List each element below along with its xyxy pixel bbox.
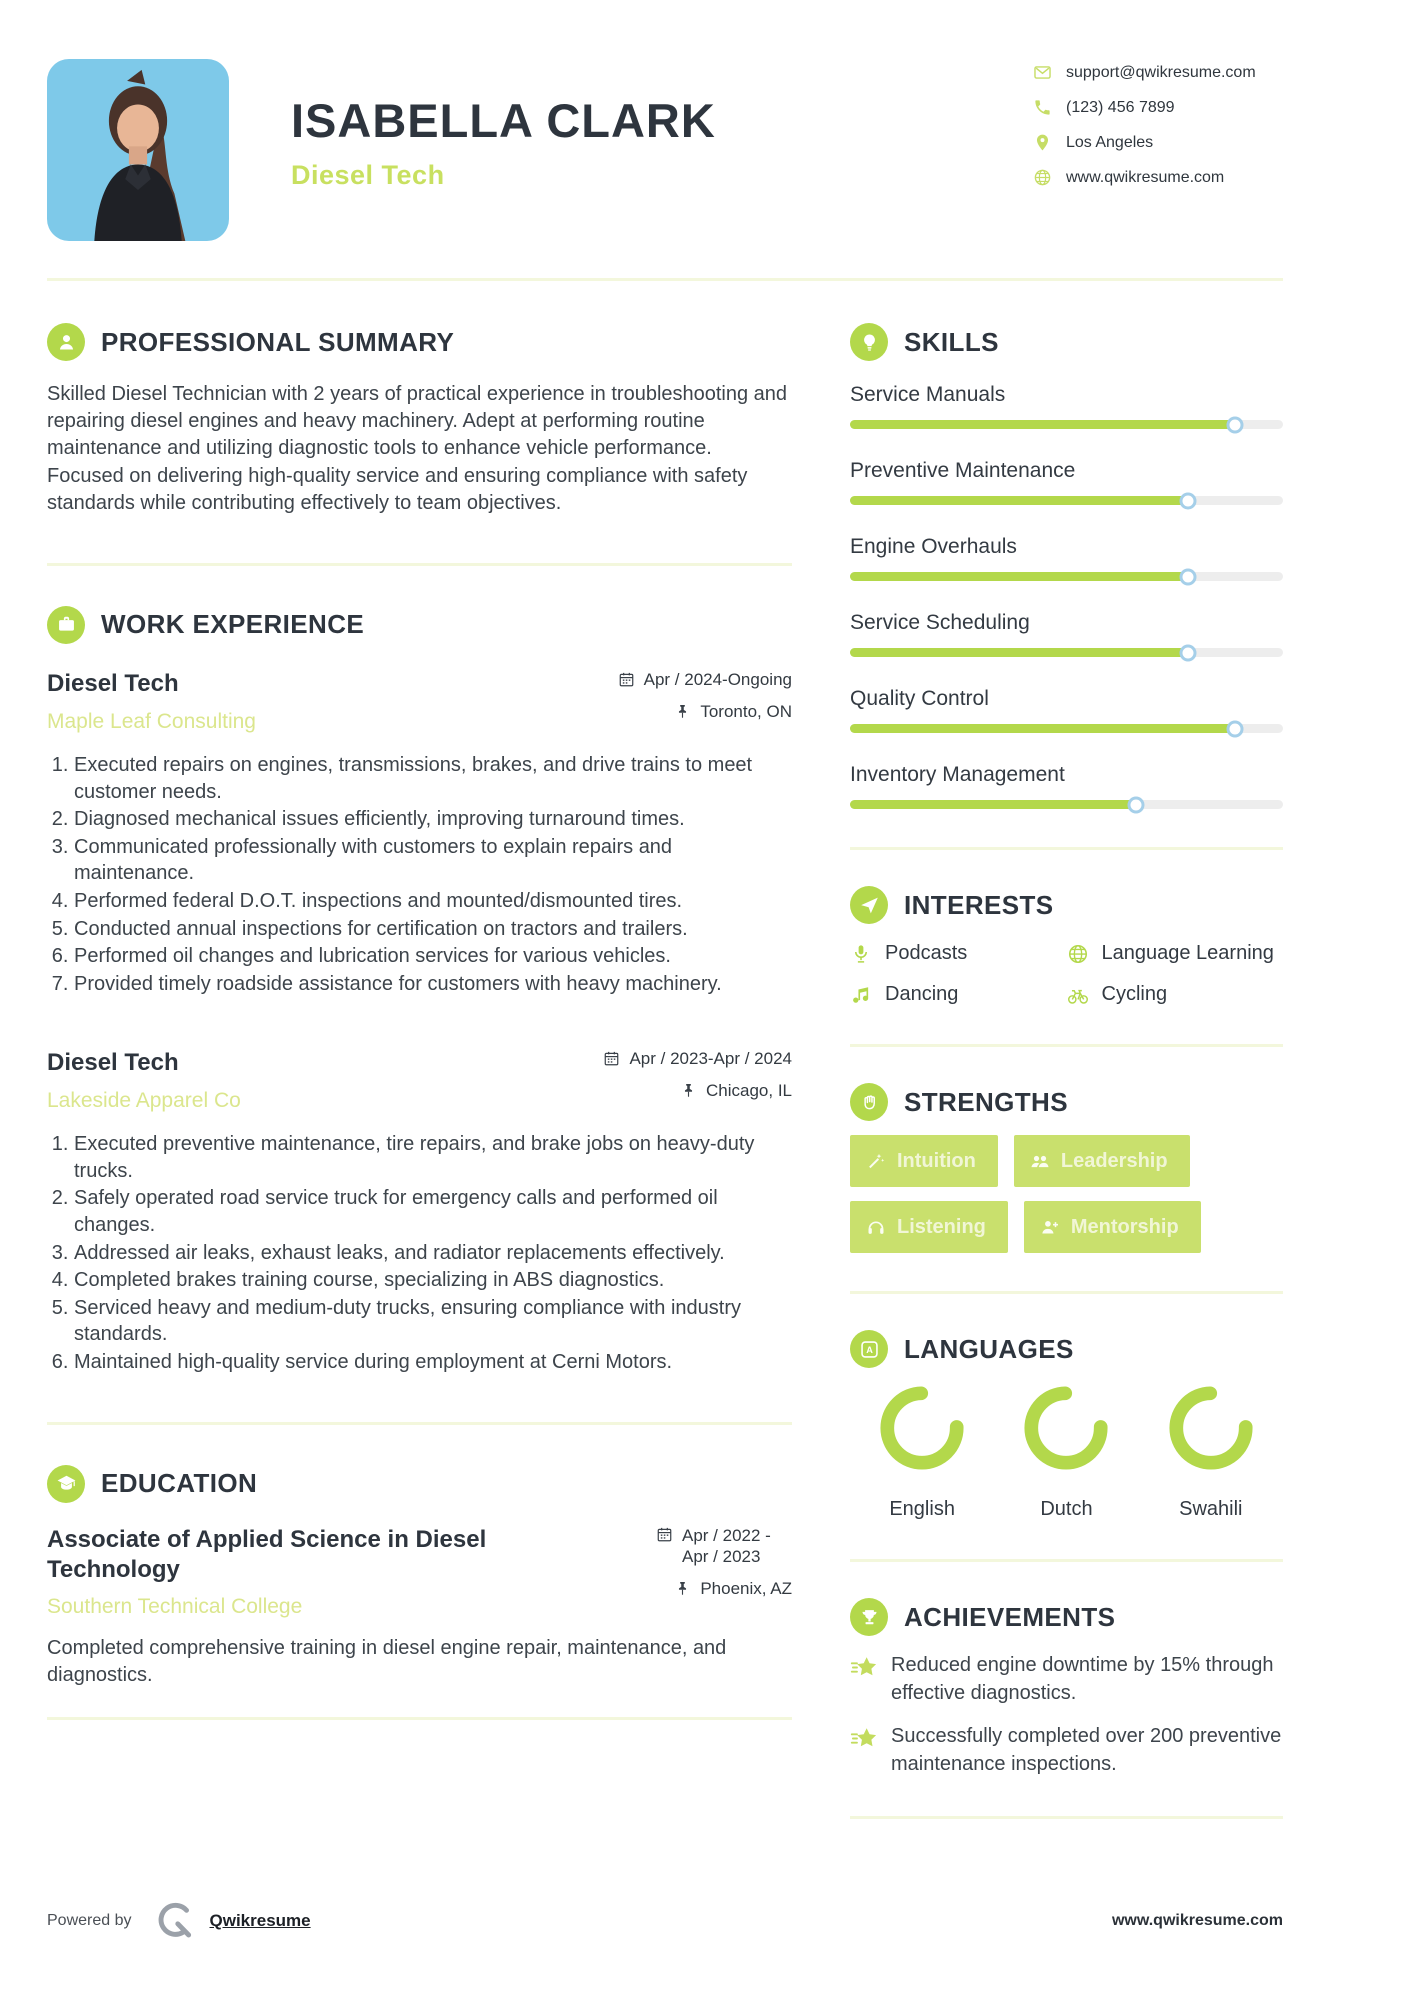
job-bullet: 5. Conducted annual inspections for certification on tractors and trailers. — [74, 916, 792, 943]
jobs-list — [47, 670, 792, 1376]
interest-label: Podcasts — [885, 942, 968, 964]
job-dates-row — [603, 1049, 792, 1069]
language-progress-ring — [1022, 1384, 1110, 1472]
education-dates: Apr / 2022 - Apr / 2023 — [682, 1525, 771, 1566]
job-location-row — [618, 702, 792, 722]
education-location-row — [656, 1579, 792, 1599]
job-meta — [603, 1049, 792, 1113]
achievement-item — [850, 1652, 1283, 1707]
header — [47, 0, 1283, 241]
skill-slider — [850, 420, 1283, 429]
bicycle-icon — [1067, 984, 1089, 1006]
svg-text:A: A — [865, 1344, 873, 1355]
skill-row — [850, 763, 1283, 809]
skill-slider — [850, 648, 1283, 657]
section-achievements — [850, 1598, 1283, 1636]
contact-text: www.qwikresume.com — [1066, 168, 1225, 186]
education-dates-row — [656, 1525, 792, 1568]
job-dates: Apr / 2023-Apr / 2024 — [629, 1049, 792, 1069]
section-divider — [850, 1816, 1283, 1819]
contact-row — [1033, 133, 1283, 152]
contact-text: Los Angeles — [1066, 133, 1154, 151]
interest-item — [850, 983, 1067, 1006]
job-bullet: 6. Performed oil changes and lubrication services for various vehicles. — [74, 943, 792, 970]
job-location: Chicago, IL — [706, 1081, 792, 1101]
summary-text: Skilled Diesel Technician with 2 years of practical experience in troubleshooting and repairing diesel engines and heavy machinery. Adept at performing routine maintenance and utilizing diagnostic tools to enhance vehicle performance. Focused on delivering high-quality service and ensuring compliance with safety standards while contributing effectively to team objectives. — [47, 383, 788, 514]
language-item — [878, 1384, 966, 1521]
person-title: Diesel Tech — [291, 160, 445, 190]
section-skills — [850, 323, 1283, 361]
identity — [291, 93, 716, 241]
interest-label: Language Learning — [1101, 942, 1274, 964]
calendar-icon — [656, 1526, 673, 1543]
qwikresume-link[interactable]: Qwikresume — [209, 1911, 311, 1930]
fist-icon — [850, 1083, 888, 1121]
headphones-icon — [866, 1217, 886, 1237]
section-title: WORK EXPERIENCE — [101, 609, 365, 640]
skill-row — [850, 687, 1283, 733]
contact-row — [1033, 63, 1283, 82]
achievement-text: Successfully completed over 200 preventive maintenance inspections. — [891, 1725, 1282, 1775]
wand-icon — [866, 1151, 886, 1171]
calendar-icon — [603, 1050, 620, 1067]
job-bullet: 1. Executed preventive maintenance, tire repairs, and brake jobs on heavy-duty trucks. — [74, 1131, 792, 1184]
language-label: Swahili — [1179, 1498, 1243, 1520]
strength-label: Intuition — [897, 1149, 976, 1172]
strength-label: Mentorship — [1070, 1215, 1179, 1238]
job-bullet: 4. Completed brakes training course, specializing in ABS diagnostics. — [74, 1267, 792, 1294]
skill-label: Service Scheduling — [850, 611, 1030, 634]
strength-pill — [1024, 1201, 1201, 1253]
section-title: PROFESSIONAL SUMMARY — [101, 326, 455, 357]
location-icon — [1033, 133, 1052, 152]
skill-label: Quality Control — [850, 687, 989, 710]
achievement-item — [850, 1723, 1283, 1778]
contact-text: support@qwikresume.com — [1066, 63, 1256, 81]
job-bullets — [47, 752, 792, 997]
section-strengths — [850, 1083, 1283, 1121]
languages-list — [850, 1384, 1283, 1521]
company-name: Lakeside Apparel Co — [47, 1089, 241, 1113]
users-icon — [1030, 1151, 1050, 1171]
skill-row — [850, 611, 1283, 657]
star-icon — [850, 1654, 877, 1681]
section-work-experience — [47, 606, 792, 644]
translate-icon — [850, 1330, 888, 1368]
job-bullet: 1. Executed repairs on engines, transmissions, brakes, and drive trains to meet customer needs. — [74, 752, 792, 805]
right-column — [850, 281, 1283, 1819]
degree-name: Associate of Applied Science in Diesel Technology — [47, 1525, 487, 1583]
pushpin-icon — [680, 1082, 697, 1099]
job-meta — [618, 670, 792, 734]
globe-icon — [1033, 168, 1052, 187]
powered-by-label: Powered by — [47, 1912, 132, 1929]
interest-label: Cycling — [1101, 983, 1168, 1005]
job-dates: Apr / 2024-Ongoing — [643, 669, 792, 689]
skill-label: Engine Overhauls — [850, 535, 1017, 558]
section-title: LANGUAGES — [904, 1333, 1074, 1364]
strength-pill — [1014, 1135, 1190, 1187]
job-bullet: 2. Diagnosed mechanical issues efficiently, improving turnaround times. — [74, 806, 792, 833]
section-interests — [850, 886, 1283, 924]
contact-text: (123) 456 7899 — [1066, 98, 1175, 116]
skill-slider-handle — [1179, 644, 1196, 661]
section-education — [47, 1465, 792, 1503]
footer — [47, 1900, 1283, 1942]
profile-photo — [47, 59, 229, 241]
music-note-icon — [850, 984, 872, 1006]
strength-pill — [850, 1201, 1008, 1253]
section-divider — [850, 847, 1283, 850]
section-professional-summary — [47, 323, 792, 361]
section-title: INTERESTS — [904, 889, 1054, 920]
phone-icon — [1033, 98, 1052, 117]
star-icon — [850, 1725, 877, 1752]
person-name: ISABELLA CLARK — [291, 94, 716, 147]
language-label: Dutch — [1040, 1498, 1093, 1520]
education-description: Completed comprehensive training in diesel engine repair, maintenance, and diagnostics. — [47, 1636, 727, 1686]
education-location: Phoenix, AZ — [700, 1579, 792, 1599]
calendar-icon — [618, 671, 635, 688]
section-title: STRENGTHS — [904, 1086, 1068, 1117]
job-bullet: 6. Maintained high-quality service during employment at Cerni Motors. — [74, 1349, 792, 1376]
job-bullets — [47, 1131, 792, 1375]
pushpin-icon — [674, 1580, 691, 1597]
interest-item — [1067, 942, 1284, 965]
skill-slider — [850, 572, 1283, 581]
skill-slider-fill — [850, 648, 1188, 657]
skill-slider-fill — [850, 724, 1235, 733]
job-entry — [47, 670, 792, 997]
resume-page — [47, 0, 1283, 1819]
job-bullet: 5. Serviced heavy and medium-duty trucks, ensuring compliance with industry standards. — [74, 1295, 792, 1348]
job-location-row — [603, 1081, 792, 1101]
interest-item — [850, 942, 1067, 965]
skill-row — [850, 535, 1283, 581]
job-title: Diesel Tech — [47, 669, 179, 697]
section-divider — [47, 563, 792, 566]
contact-info — [1033, 63, 1283, 241]
skill-slider-fill — [850, 420, 1235, 429]
strength-label: Listening — [897, 1215, 986, 1238]
skill-slider-handle — [1227, 720, 1244, 737]
section-title: ACHIEVEMENTS — [904, 1601, 1116, 1632]
job-bullet: 3. Addressed air leaks, exhaust leaks, and radiator replacements effectively. — [74, 1240, 792, 1267]
section-title: EDUCATION — [101, 1468, 258, 1499]
skill-slider-fill — [850, 572, 1188, 581]
skill-slider — [850, 724, 1283, 733]
skill-slider — [850, 800, 1283, 809]
skill-label: Preventive Maintenance — [850, 459, 1076, 482]
section-divider — [47, 1717, 792, 1720]
language-progress-ring — [1167, 1384, 1255, 1472]
footer-website: www.qwikresume.com — [1111, 1912, 1283, 1929]
school-name: Southern Technical College — [47, 1594, 303, 1618]
job-entry — [47, 1049, 792, 1375]
contact-row — [1033, 168, 1283, 187]
skill-slider-fill — [850, 496, 1188, 505]
interests-list — [850, 942, 1283, 1006]
company-name: Maple Leaf Consulting — [47, 709, 256, 733]
job-title: Diesel Tech — [47, 1049, 179, 1077]
interest-label: Dancing — [885, 983, 959, 1005]
language-item — [1167, 1384, 1255, 1521]
person-icon — [47, 323, 85, 361]
skill-slider-fill — [850, 800, 1136, 809]
strength-label: Leadership — [1060, 1149, 1168, 1172]
job-dates-row — [618, 670, 792, 690]
lightbulb-icon — [850, 323, 888, 361]
skill-label: Service Manuals — [850, 383, 1006, 406]
left-column — [47, 281, 792, 1720]
skill-slider-handle — [1227, 416, 1244, 433]
job-bullet: 7. Provided timely roadside assistance for customers with heavy machinery. — [74, 971, 792, 998]
microphone-icon — [850, 943, 872, 965]
email-icon — [1033, 63, 1052, 82]
skill-label: Inventory Management — [850, 763, 1065, 786]
graduation-cap-icon — [47, 1465, 85, 1503]
section-languages — [850, 1330, 1283, 1368]
skill-row — [850, 459, 1283, 505]
job-bullet: 4. Performed federal D.O.T. inspections and mounted/dismounted tires. — [74, 888, 792, 915]
section-divider — [47, 1422, 792, 1425]
language-label: English — [889, 1498, 955, 1520]
job-bullet: 2. Safely operated road service truck for emergency calls and performed oil changes. — [74, 1185, 792, 1238]
interest-item — [1067, 983, 1284, 1006]
skill-slider-handle — [1179, 568, 1196, 585]
strength-pill — [850, 1135, 998, 1187]
achievement-text: Reduced engine downtime by 15% through effective diagnostics. — [891, 1654, 1274, 1704]
education-entry — [47, 1525, 792, 1619]
achievements-list — [850, 1652, 1283, 1778]
contact-row — [1033, 98, 1283, 117]
skill-slider-handle — [1127, 796, 1144, 813]
section-divider — [850, 1044, 1283, 1047]
education-meta — [656, 1525, 792, 1619]
strengths-list — [850, 1135, 1283, 1253]
user-plus-icon — [1040, 1217, 1060, 1237]
pushpin-icon — [674, 703, 691, 720]
skills-list — [850, 383, 1283, 809]
trophy-icon — [850, 1598, 888, 1636]
language-progress-ring — [878, 1384, 966, 1472]
skill-row — [850, 383, 1283, 429]
skill-slider-handle — [1179, 492, 1196, 509]
job-bullet: 3. Communicated professionally with customers to explain repairs and maintenance. — [74, 834, 792, 887]
skill-slider — [850, 496, 1283, 505]
job-location: Toronto, ON — [700, 701, 792, 721]
qwikresume-logo-icon — [154, 1900, 196, 1942]
paper-plane-icon — [850, 886, 888, 924]
section-divider — [850, 1559, 1283, 1562]
avatar — [47, 59, 229, 241]
section-title: SKILLS — [904, 326, 999, 357]
briefcase-icon — [47, 606, 85, 644]
section-divider — [850, 1291, 1283, 1294]
globe-icon — [1067, 943, 1089, 965]
language-item — [1022, 1384, 1110, 1521]
